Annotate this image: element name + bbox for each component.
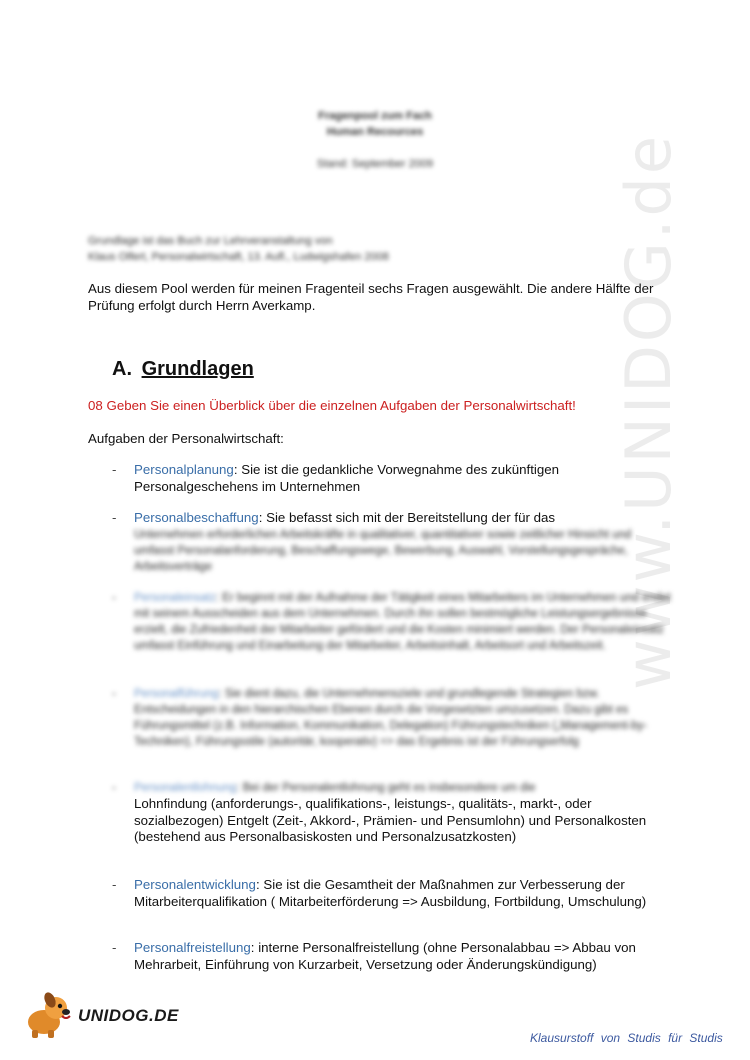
item-separator: : xyxy=(236,782,240,794)
item-term: Personalentlohnung xyxy=(134,782,237,794)
item-text-faded: Sie dient dazu, die Unternehmensziele und grundlegende Strategien bzw. Entscheidungen in den hierarchischen Ebenen durch die Vorgesetzten umzusetzen. Dazu gibt es Führungsmittel (z.B. Information, Kommunikation, Delegation) Führungstechniken („Management-by-Techniken), Führungsstile (autoritär, kooperativ) => das Ergebnis ist der Führungserfolg xyxy=(134,688,648,748)
intro-paragraph: Aus diesem Pool werden für meinen Fragenteil sechs Fragen ausgewählt. Die andere Hälfte der Prüfung erfolgt durch Herrn Averkamp. xyxy=(88,281,654,313)
doc-title-line2: Human Recources xyxy=(326,126,424,138)
item-text: interne Personalfreistellung (ohne Personalabbau => Abbau von Mehrarbeit, Einführung von Kurzarbeit, Versetzung oder Änderungskündigung) xyxy=(134,940,636,972)
item-separator: : xyxy=(258,510,263,525)
item-text-faded: Unternehmen erforderlichen Arbeitskräfte in qualitativer, quantitativer sowie zeitlicher Hinsicht und umfasst Personalanforderung, Beschaffungswege, Bewerbung, Auswahl, Vorstellungsgespräche, Arbeitsverträge xyxy=(134,528,632,573)
item-term: Personalbeschaffung xyxy=(134,510,259,525)
item-separator: : xyxy=(215,592,220,604)
logo-text: UNIDOG.DE xyxy=(78,1006,179,1025)
item-term: Personalfreistellung xyxy=(134,940,251,955)
bullet-dash: - xyxy=(112,592,116,604)
item-term: Personalentwicklung xyxy=(134,877,256,892)
watermark: www.UNIDOG.de xyxy=(612,133,685,690)
item-separator: : xyxy=(233,462,238,477)
item-term: Personalplanung xyxy=(134,462,234,477)
section-number: A. xyxy=(112,358,132,380)
item-text: Sie ist die gedankliche Vorwegnahme des zukünftigen Personalgeschehens im Unternehmen xyxy=(134,462,560,494)
unidog-logo[interactable] xyxy=(22,990,179,1040)
item-term: Personalführung xyxy=(134,688,219,700)
list-lead: Aufgaben der Personalwirtschaft: xyxy=(88,431,284,446)
bullet-dash: - xyxy=(112,510,117,525)
dog-icon xyxy=(22,990,78,1040)
bullet-dash: - xyxy=(112,940,117,955)
item-separator: : xyxy=(255,877,260,892)
item-text: Lohnfindung (anforderungs-, qualifikations-, leistungs-, qualitäts-, markt-, oder sozialbezogen) Entgelt (Zeit-, Akkord-, Prämien- und Pensumlohn) und Personalkosten (bestehend aus Personalbasiskosten und Personalzusatzkosten) xyxy=(134,796,647,844)
item-separator: : xyxy=(218,688,222,700)
item-text-faded: Er beginnt mit der Aufnahme der Tätigkeit eines Mitarbeiters im Unternehmen und endet mit seinem Ausscheiden aus dem Unternehmen. Durch ihn sollen bestmögliche Leistungsergebnisse erzielt, die Zufriedenheit der Mitarbeiter gefördert und die Kosten minimiert werden. Der Personaleinsatz umfasst Einführung und Einarbeitung der Mitarbeiter, Arbeitsinhalt, Arbeitsort und Arbeitszeit. xyxy=(134,592,671,652)
bullet-dash: - xyxy=(112,877,117,892)
section-heading xyxy=(112,358,254,381)
source-line2: Klaus Olfert, Personalwirtschaft, 13. Aufl., Ludwigshafen 2008 xyxy=(88,251,389,263)
exam-question: 08 Geben Sie einen Überblick über die einzelnen Aufgaben der Personalwirtschaft! xyxy=(88,398,576,413)
doc-title-line1: Fragenpool zum Fach xyxy=(318,110,432,122)
section-title: Grundlagen xyxy=(141,358,254,380)
item-text: Sie ist die Gesamtheit der Maßnahmen zur Verbesserung der Mitarbeiterqualifikation ( Mitarbeiterförderung => Ausbildung, Fortbildung, Umschulung) xyxy=(134,877,647,909)
doc-date: Stand: September 2009 xyxy=(316,158,434,170)
source-line1: Grundlage ist das Buch zur Lehrveranstaltung von xyxy=(88,235,333,247)
source-note xyxy=(88,233,389,265)
bullet-dash: - xyxy=(112,462,117,477)
bullet-dash: - xyxy=(112,688,116,700)
footer-slogan: Klausurstoff von Studis für Studis xyxy=(530,1031,723,1045)
bullet-dash: - xyxy=(112,782,116,794)
item-text-faded: Bei der Personalentlohnung geht es insbesondere um die xyxy=(242,782,536,794)
document-header xyxy=(0,108,750,172)
item-text: Sie befasst sich mit der Bereitstellung der für das xyxy=(262,510,556,525)
item-separator: : xyxy=(250,940,255,955)
item-term: Personaleinsatz xyxy=(134,592,216,604)
